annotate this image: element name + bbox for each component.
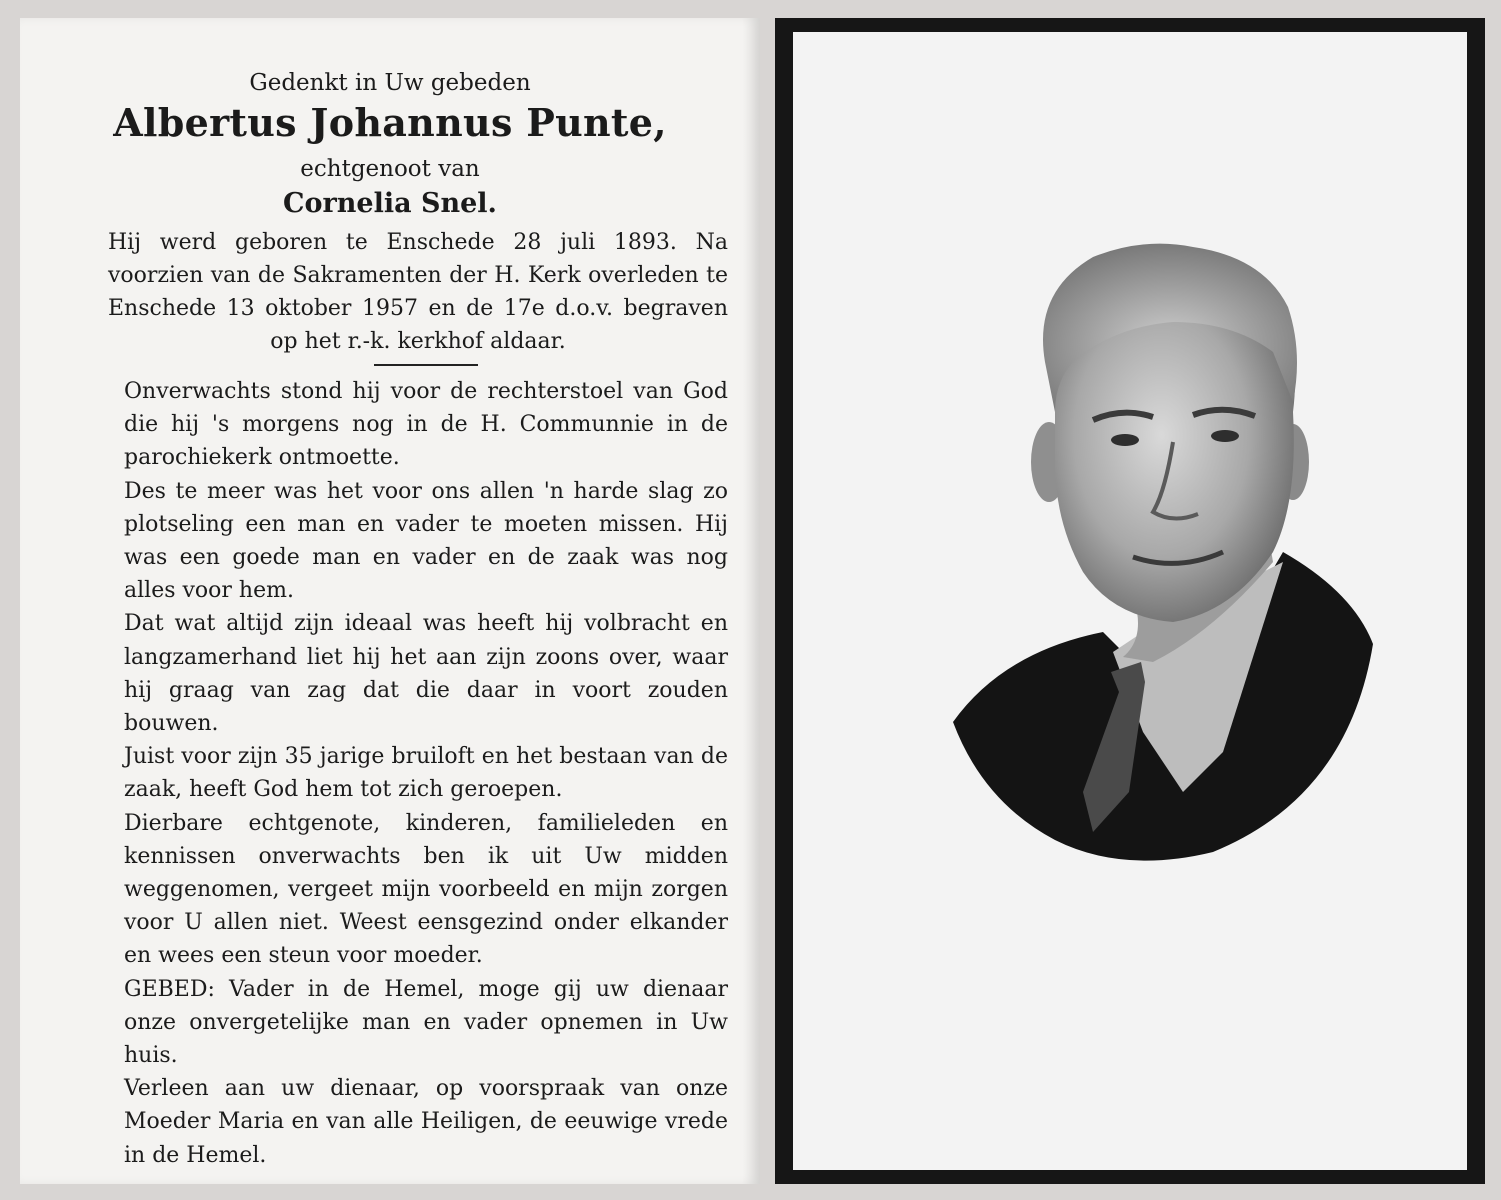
paragraph: Verleen aan uw dienaar, op voorspraak van onze Moeder Maria en van alle Heiligen, de eeuwige vrede in de Hemel. [124, 1076, 728, 1168]
paragraph: Des te meer was het voor ons allen 'n harde slag zo plotseling een man en vader te moeten missen. Hij was een goede man en vader en de zaak was nog alles voor hem. [124, 478, 728, 604]
prayer-paragraph: GEBED: Vader in de Hemel, moge gij uw dienaar onze onvergetelijke man en vader opnemen in Uw huis. [124, 976, 728, 1069]
portrait-photo [793, 32, 1467, 1170]
memorial-text-card [20, 18, 760, 1184]
paragraph: Dat wat altijd zijn ideaal was heeft hij volbracht en langzamerhand liet hij het aan zijn zoons over, waar hij graag van zag dat die daar in voort zouden bouwen. [124, 611, 728, 737]
paragraph: Dierbare echtgenote, kinderen, familieleden en kennissen onverwachts ben ik uit Uw midden weggenomen, vergeet mijn voorbeeld en mijn zorgen voor U allen niet. Weest eensgezind onder elkander en wees een steun voor moeder. [124, 810, 728, 969]
divider-line [374, 364, 478, 366]
deceased-name: Albertus Johannus Punte, [113, 100, 667, 145]
portrait-card [775, 18, 1485, 1184]
spouse-name: Cornelia Snel. [283, 188, 497, 219]
spouse-label: echtgenoot van [300, 156, 480, 182]
card-heading: Gedenkt in Uw gebeden [249, 70, 531, 96]
paragraph: Onverwachts stond hij voor de rechterstoel van God die hij 's morgens nog in de H. Communnie in de parochiekerk ontmoette. [124, 379, 728, 471]
biography-text: Hij werd geboren te Enschede 28 juli 1893. Na voorzien van de Sakramenten der H. Kerk overleden te Enschede 13 oktober 1957 en de 17e d.o.v. begraven op het r.-k. kerkhof aldaar. [108, 230, 728, 354]
paragraph: Juist voor zijn 35 jarige bruiloft en het bestaan van de zaak, heeft God hem tot zich geroepen. [124, 744, 728, 803]
memorial-text [124, 375, 728, 1172]
portrait-frame [793, 32, 1467, 1170]
